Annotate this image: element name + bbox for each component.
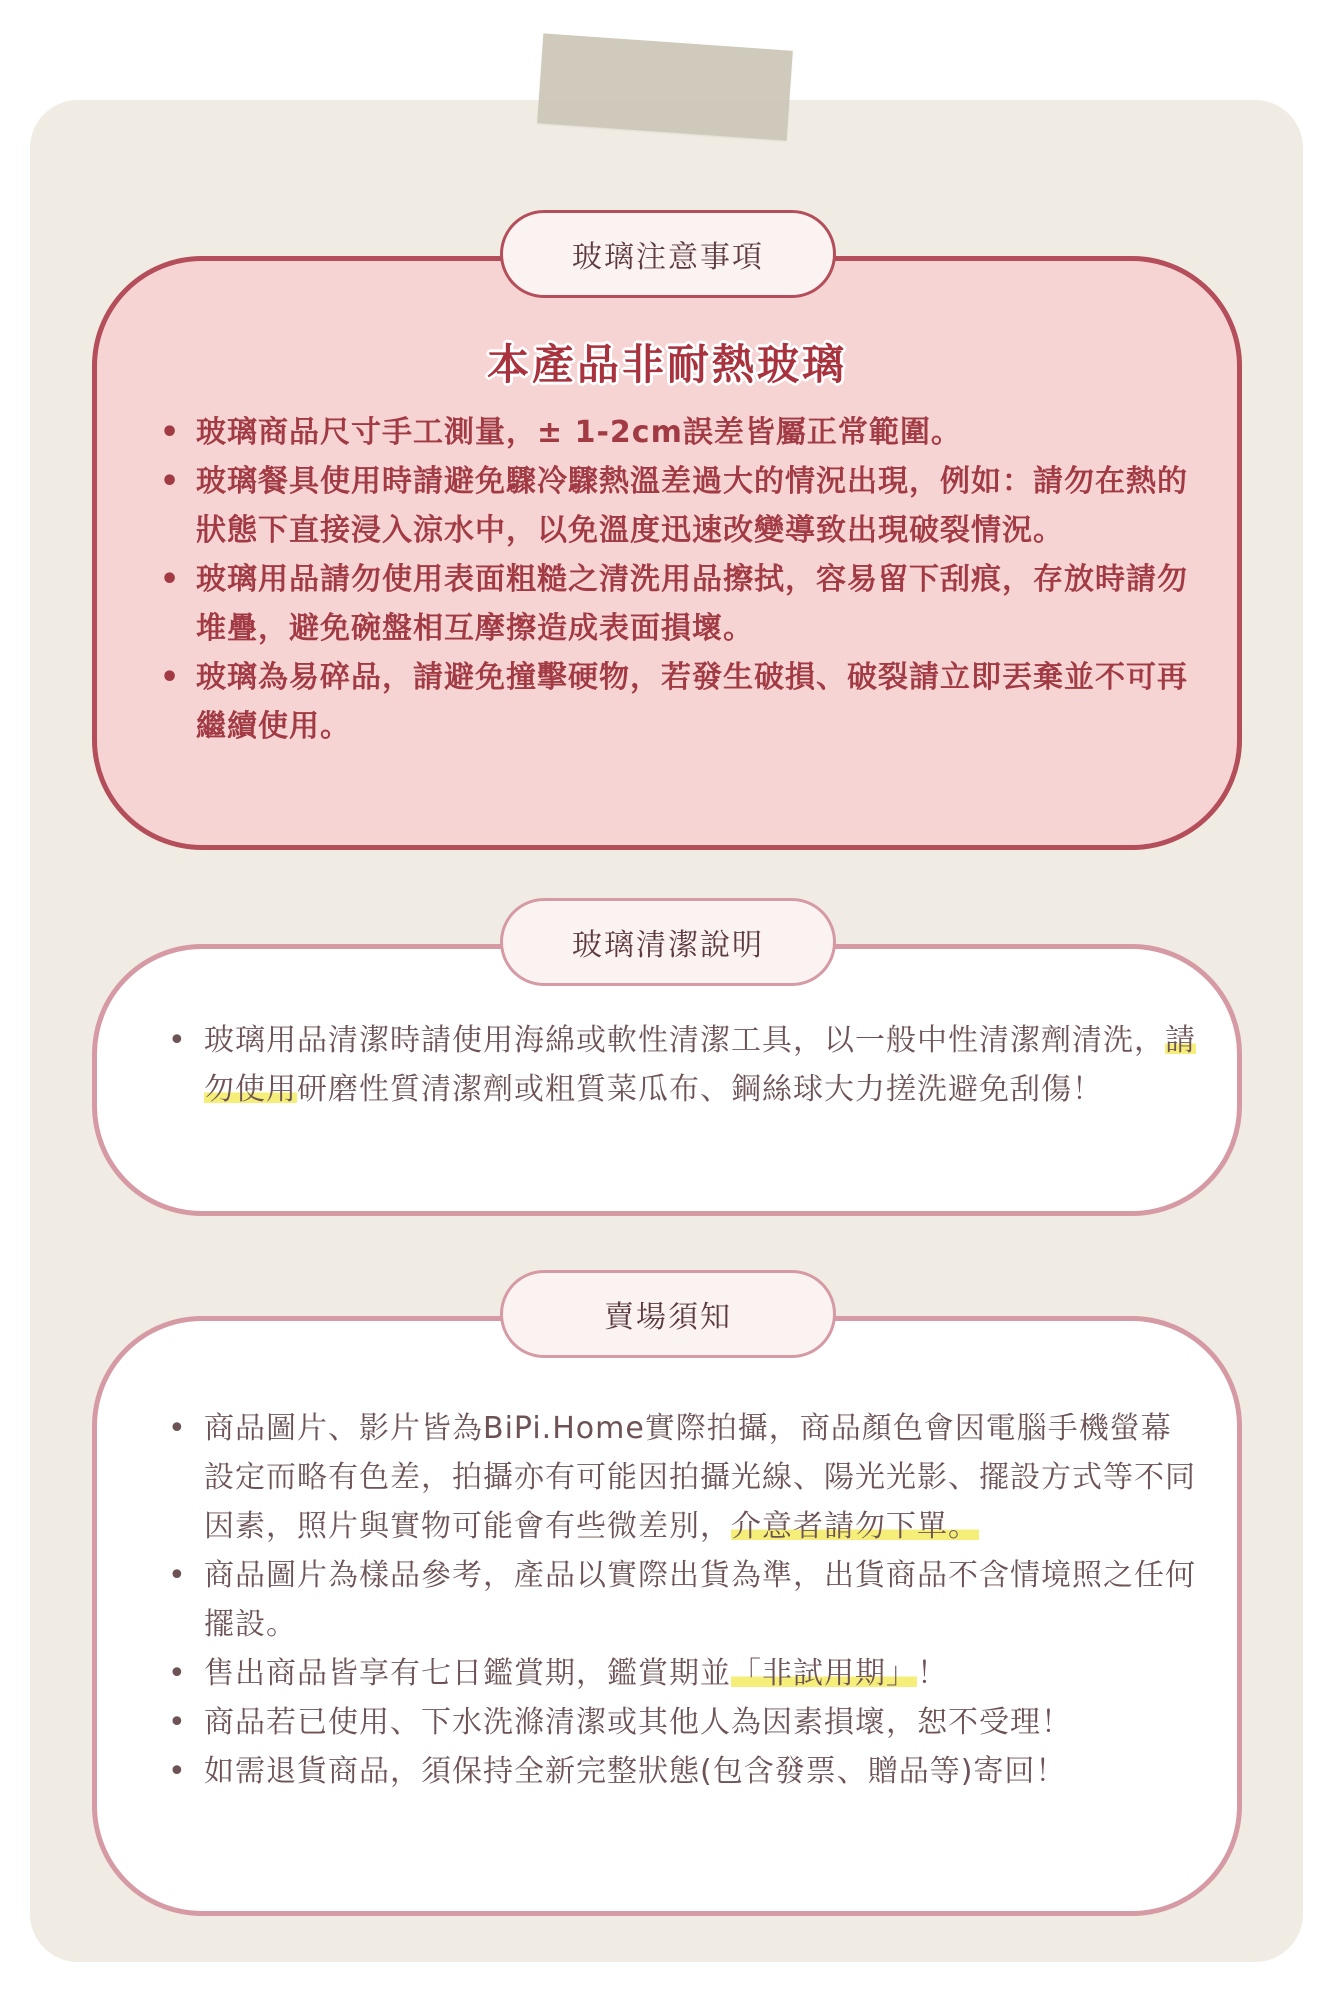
- list-item: • 玻璃用品清潔時請使用海綿或軟性清潔工具，以一般中性清潔劑清洗，請勿使用研磨性質清潔劑或粗質菜瓜布、鋼絲球大力搓洗避免刮傷！: [166, 1016, 1196, 1114]
- list-item: • 玻璃為易碎品，請避免撞擊硬物，若發生破損、破裂請立即丟棄並不可再繼續使用。: [158, 653, 1198, 751]
- store-notice-list: [166, 1404, 1196, 1796]
- list-item: • 商品若已使用、下水洗滌清潔或其他人為因素損壞，恕不受理！: [166, 1698, 1196, 1747]
- list-item: • 商品圖片、影片皆為BiPi.Home實際拍攝，商品顏色會因電腦手機螢幕設定而略有色差，拍攝亦有可能因拍攝光線、陽光光影、擺設方式等不同因素，照片與實物可能會有些微差別，介意者請勿下單。: [166, 1404, 1196, 1551]
- glass-cleaning-title: 玻璃清潔說明: [500, 898, 836, 986]
- glass-notice-title: 玻璃注意事項: [500, 210, 836, 298]
- masking-tape: [537, 33, 793, 140]
- non-heat-resistant-headline: 本產品非耐熱玻璃: [486, 340, 847, 389]
- store-notice-title: 賣場須知: [500, 1270, 836, 1358]
- glass-notice-list: [158, 408, 1198, 751]
- list-item: • 玻璃商品尺寸手工測量，± 1-2cm誤差皆屬正常範圍。: [158, 408, 1198, 457]
- highlight: 請勿使用: [204, 1023, 1196, 1107]
- list-item: • 玻璃餐具使用時請避免驟冷驟熱溫差過大的情況出現，例如：請勿在熱的狀態下直接浸入涼水中，以免溫度迅速改變導致出現破裂情況。: [158, 457, 1198, 555]
- glass-cleaning-list: [166, 1016, 1196, 1114]
- list-item: • 如需退貨商品，須保持全新完整狀態(包含發票、贈品等)寄回！: [166, 1747, 1196, 1796]
- list-item: • 售出商品皆享有七日鑑賞期，鑑賞期並「非試用期」！: [166, 1649, 1196, 1698]
- list-item: • 商品圖片為樣品參考，產品以實際出貨為準，出貨商品不含情境照之任何擺設。: [166, 1551, 1196, 1649]
- list-item: • 玻璃用品請勿使用表面粗糙之清洗用品擦拭，容易留下刮痕，存放時請勿堆疊，避免碗盤相互摩擦造成表面損壞。: [158, 555, 1198, 653]
- highlight: 介意者請勿下單。: [731, 1509, 979, 1544]
- highlight: 「非試用期」: [731, 1656, 917, 1691]
